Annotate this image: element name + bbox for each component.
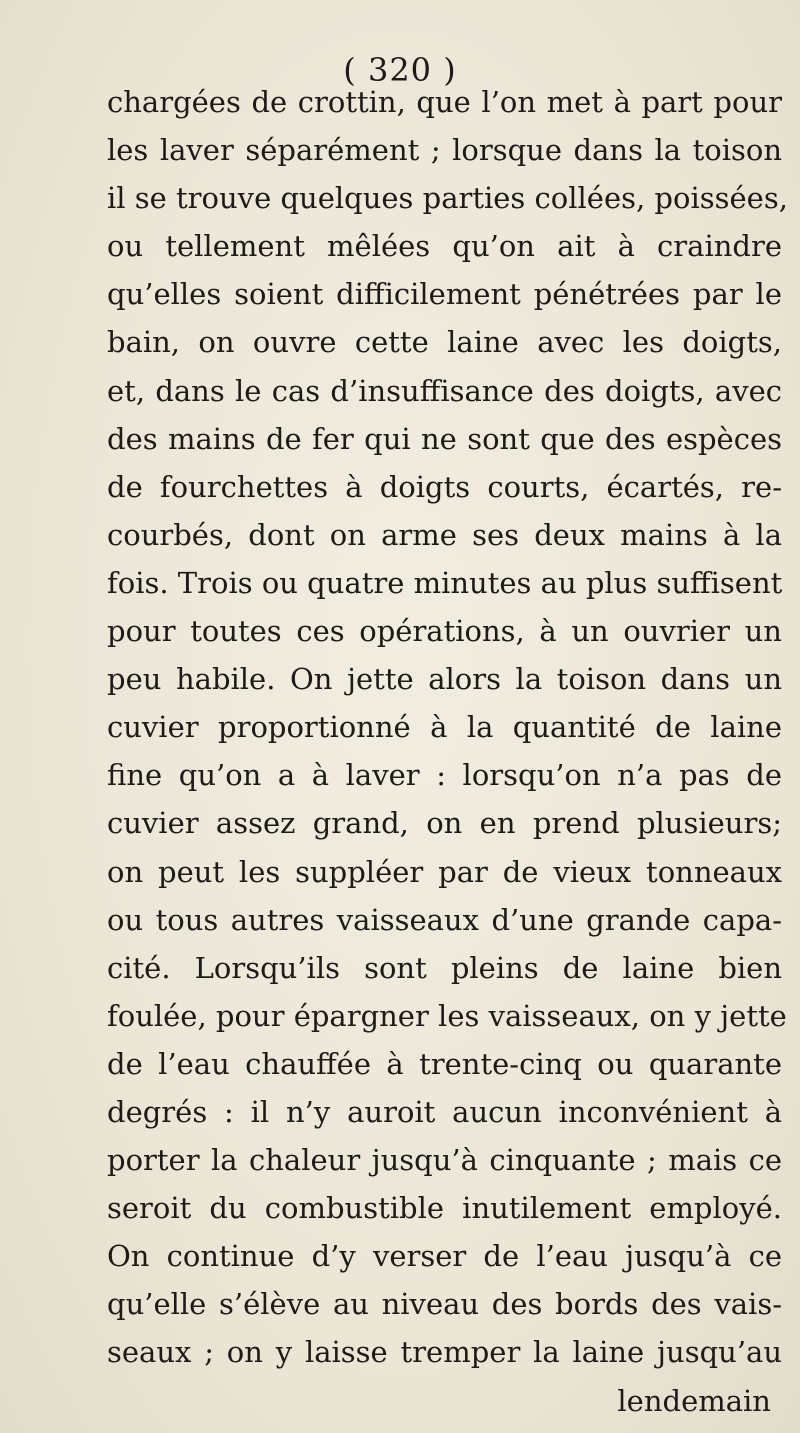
text-line: degrés : il n’y auroit aucun inconvénient à	[107, 1094, 782, 1129]
text-line: de fourchettes à doigts courts, écartés, re-	[107, 469, 782, 504]
text-line: peu habile. On jette alors la toison dans un	[107, 662, 782, 697]
text-line: chargées de crottin, que l’on met à part pour	[107, 85, 782, 119]
text-line: il se trouve quelques parties collées, poissées,	[107, 181, 788, 216]
text-line: foulée, pour épargner les vaisseaux, on y jette	[107, 998, 787, 1033]
text-line: on peut les suppléer par de vieux tonneaux	[107, 854, 782, 889]
text-line: fois. Trois ou quatre minutes au plus suffisent	[107, 565, 783, 600]
text-line: On continue d’y verser de l’eau jusqu’à ce	[107, 1239, 782, 1274]
text-line: fine qu’on a à laver : lorsqu’on n’a pas de	[107, 758, 782, 793]
text-line: ou tous autres vaisseaux d’une grande capa-	[107, 902, 782, 937]
text-line: seroit du combustible inutilement employé.	[107, 1191, 782, 1226]
text-line: bain, on ouvre cette laine avec les doigts,	[107, 325, 782, 360]
text-line: cité. Lorsqu’ils sont pleins de laine bien	[107, 950, 782, 985]
text-line: et, dans le cas d’insuffisance des doigts, avec	[107, 373, 782, 408]
text-line: ou tellement mêlées qu’on ait à craindre	[107, 229, 782, 264]
text-line: seaux ; on y laisse tremper la laine jusqu’au	[107, 1335, 782, 1370]
body-text	[107, 78, 788, 1425]
text-line: porter la chaleur jusqu’à cinquante ; mais ce	[107, 1143, 782, 1178]
page-number: ( 320 )	[343, 51, 457, 89]
text-line: de l’eau chauffée à trente-cinq ou quarante	[107, 1046, 782, 1081]
text-line-last: lendemain	[617, 1383, 771, 1418]
text-line: pour toutes ces opérations, à un ouvrier un	[107, 614, 782, 649]
text-line: cuvier assez grand, on en prend plusieurs;	[107, 806, 782, 841]
text-line: qu’elle s’élève au niveau des bords des vais-	[107, 1287, 782, 1322]
text-line: courbés, dont on arme ses deux mains à la	[107, 517, 782, 552]
text-line: cuvier proportionné à la quantité de laine	[107, 710, 782, 745]
text-line: qu’elles soient difficilement pénétrées par le	[107, 277, 782, 312]
text-line: des mains de fer qui ne sont que des espèces	[107, 421, 782, 456]
text-line: les laver séparément ; lorsque dans la toison	[107, 133, 782, 168]
